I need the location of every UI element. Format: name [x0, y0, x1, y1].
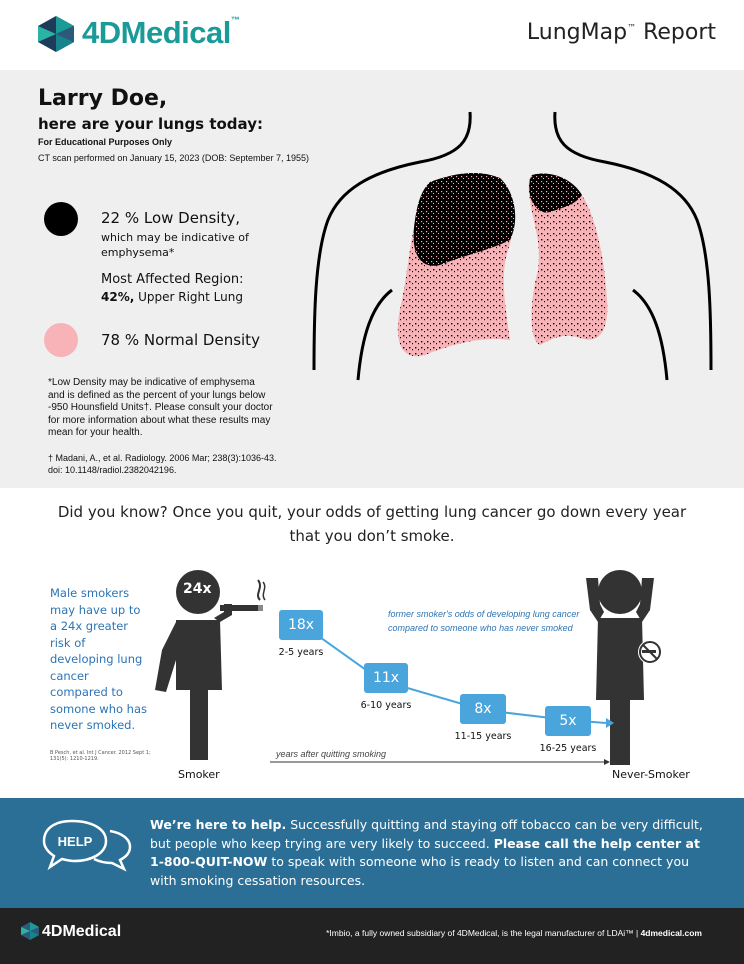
density-footnote: *Low Density may be indicative of emphysema and is defined as the percent of your lungs below -950 Hounsfield Units†. Please consult your doctor for more information about what these results may mean for your health. — [48, 377, 273, 438]
smoker-figure-icon — [155, 570, 265, 760]
footer-legal-note: *Imbio, a fully owned subsidiary of 4DMedical, is the legal manufacturer of LDAi™ | 4dmedical.com — [326, 928, 702, 938]
risk-step-years: 16-25 years — [539, 743, 597, 754]
reference-citation: † Madani, A., et al. Radiology. 2006 Mar; 238(3):1036-43. doi: 10.1148/radiol.2382042196. — [48, 453, 277, 475]
risk-citation: B Pesch, et al. Int J Cancer. 2012 Sept 1; 131(5): 1210-1219. — [50, 750, 151, 762]
ct-scan-line: CT scan performed on January 15, 2023 (DOB: September 7, 1955) — [38, 153, 309, 163]
did-you-know-heading: Did you know? Once you quit, your odds of getting lung cancer go down every year that you don’t smoke. — [57, 503, 687, 545]
region-label: Most Affected Region: — [101, 272, 244, 287]
footer-logo-mark-icon — [20, 921, 40, 941]
smoker-risk-badge: 24x — [183, 581, 212, 597]
normal-density-value: 78 % Normal Density — [101, 331, 260, 349]
patient-name: Larry Doe, — [38, 86, 168, 111]
risk-step-value: 5x — [545, 706, 591, 736]
risk-step-value: 8x — [460, 694, 506, 724]
male-smoker-risk-text: Male smokers may have up to a 24x greater risk of developing lung cancer compared to somone who has never smoked. — [50, 586, 147, 732]
never-smoker-label: Never-Smoker — [612, 768, 690, 781]
lung-map-illustration — [300, 100, 720, 390]
risk-step-value: 11x — [364, 663, 408, 693]
footer-site-link[interactable]: 4dmedical.com — [640, 928, 702, 938]
low-density-value: 22 % Low Density, — [101, 209, 240, 227]
risk-step-value: 18x — [279, 610, 323, 640]
risk-step-years: 6-10 years — [360, 700, 412, 711]
smoker-label: Smoker — [178, 768, 220, 781]
educational-note: For Educational Purposes Only — [38, 137, 173, 147]
greeting-line: here are your lungs today: — [38, 115, 263, 133]
never-smoker-figure-icon — [586, 570, 662, 765]
logo-text: 4DMedical™ — [82, 15, 240, 50]
risk-step-years: 11-15 years — [454, 731, 512, 742]
axis-note: years after quitting smoking — [276, 749, 387, 759]
logo-mark-icon — [36, 14, 76, 54]
footer-logo-text: 4DMedical — [42, 923, 122, 940]
former-smoker-note: former smoker's odds of developing lung cancer compared to someone who has never smoked — [388, 609, 580, 633]
help-chat-bubble-icon — [42, 817, 134, 873]
help-icon-label: HELP — [57, 834, 93, 849]
report-title: LungMap™ Report — [526, 20, 716, 45]
low-density-dot-icon — [44, 202, 78, 236]
help-message: We’re here to help. Successfully quitting and staying off tobacco can be very difficult, but people who keep trying are very likely to succeed. Please call the help center at 1-800-QUIT-NOW to speak with someone who is ready to listen and can connect you with smoking cessation resources. — [150, 817, 703, 888]
low-density-description: which may be indicative of emphysema* — [101, 231, 249, 259]
region-value: 42%, Upper Right Lung — [101, 290, 243, 304]
normal-density-dot-icon — [44, 323, 78, 357]
risk-step-years: 2-5 years — [278, 647, 324, 658]
